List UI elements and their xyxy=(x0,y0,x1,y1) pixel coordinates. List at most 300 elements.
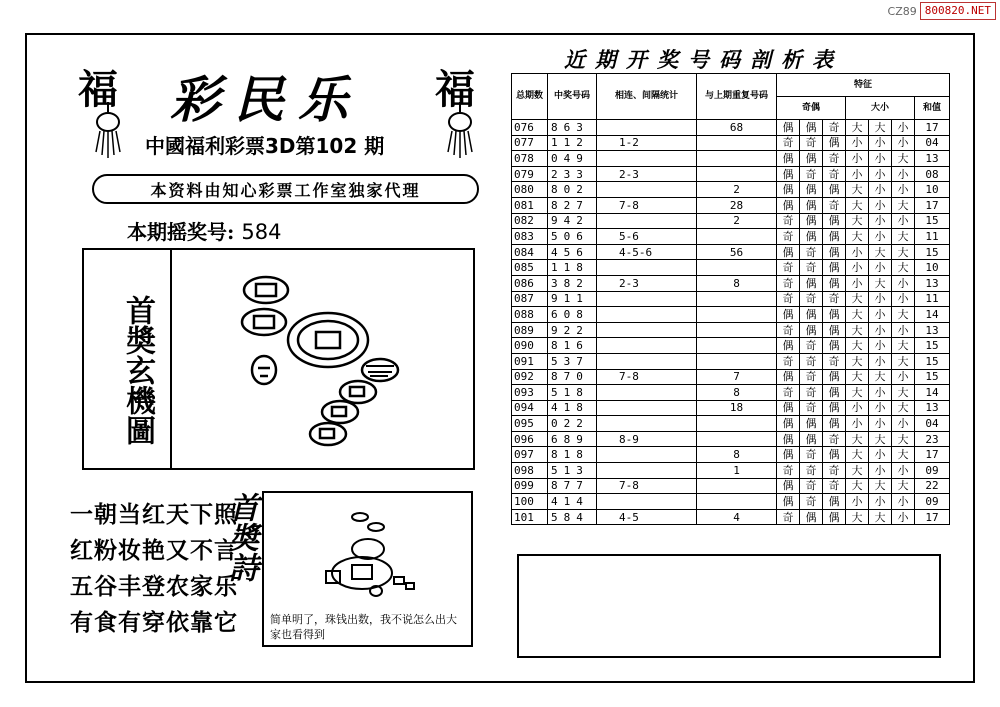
cell-repeat xyxy=(697,431,777,447)
brand-title: 彩民乐 xyxy=(170,70,362,129)
cell-number: 513 xyxy=(548,463,597,479)
cell-feature: 小 xyxy=(892,120,915,136)
cell-repeat xyxy=(697,260,777,276)
cell-feature: 偶 xyxy=(800,229,823,245)
cell-adjacent: 4-5 xyxy=(597,509,697,525)
cell-feature: 奇 xyxy=(800,244,823,260)
cell-feature: 奇 xyxy=(800,447,823,463)
cell-feature: 偶 xyxy=(777,166,800,182)
cell-feature: 大 xyxy=(846,353,869,369)
header-sum: 和值 xyxy=(915,97,950,120)
cell-adjacent: 8-9 xyxy=(597,431,697,447)
cell-issue: 083 xyxy=(512,229,548,245)
cell-feature: 小 xyxy=(869,135,892,151)
coin-puzzle-illustration xyxy=(230,270,410,455)
cell-sum: 15 xyxy=(915,213,950,229)
cell-feature: 奇 xyxy=(777,135,800,151)
xuanji-divider xyxy=(170,248,172,470)
cell-feature: 大 xyxy=(869,120,892,136)
cell-feature: 偶 xyxy=(800,120,823,136)
cell-feature: 小 xyxy=(846,151,869,167)
cell-feature: 偶 xyxy=(800,431,823,447)
cell-feature: 大 xyxy=(846,385,869,401)
cell-feature: 偶 xyxy=(823,244,846,260)
table-title: 近期开奖号码剖析表 xyxy=(564,47,843,72)
cell-feature: 奇 xyxy=(800,166,823,182)
cell-feature: 小 xyxy=(869,197,892,213)
cell-number: 818 xyxy=(548,447,597,463)
cell-number: 816 xyxy=(548,338,597,354)
cell-feature: 奇 xyxy=(777,229,800,245)
cell-sum: 17 xyxy=(915,197,950,213)
cell-sum: 17 xyxy=(915,120,950,136)
cell-repeat xyxy=(697,151,777,167)
cell-feature: 大 xyxy=(846,369,869,385)
cell-feature: 大 xyxy=(846,447,869,463)
cell-sum: 13 xyxy=(915,275,950,291)
cell-feature: 偶 xyxy=(777,338,800,354)
watermark-prefix: CZ89 xyxy=(887,4,917,18)
cell-feature: 大 xyxy=(846,197,869,213)
table-row xyxy=(512,307,950,323)
cell-issue: 087 xyxy=(512,291,548,307)
cell-number: 911 xyxy=(548,291,597,307)
history-table xyxy=(511,73,950,525)
cell-feature: 偶 xyxy=(800,509,823,525)
cell-feature: 奇 xyxy=(800,291,823,307)
cell-sum: 09 xyxy=(915,494,950,510)
cell-feature: 偶 xyxy=(823,229,846,245)
history-table-body xyxy=(512,120,950,525)
cell-adjacent xyxy=(597,322,697,338)
poem-line-2: 红粉妆艳又不言 xyxy=(70,538,238,564)
table-row xyxy=(512,478,950,494)
cell-feature: 偶 xyxy=(823,385,846,401)
cell-feature: 小 xyxy=(846,494,869,510)
cell-adjacent xyxy=(597,260,697,276)
cell-number: 233 xyxy=(548,166,597,182)
cell-issue: 089 xyxy=(512,322,548,338)
cell-feature: 奇 xyxy=(777,385,800,401)
cell-feature: 大 xyxy=(846,291,869,307)
table-row xyxy=(512,213,950,229)
cell-feature: 偶 xyxy=(823,447,846,463)
cell-repeat xyxy=(697,353,777,369)
table-row xyxy=(512,385,950,401)
cell-feature: 大 xyxy=(892,244,915,260)
cell-feature: 偶 xyxy=(800,275,823,291)
cell-adjacent: 7-8 xyxy=(597,369,697,385)
cell-feature: 小 xyxy=(869,400,892,416)
cell-sum: 14 xyxy=(915,385,950,401)
cell-feature: 小 xyxy=(869,229,892,245)
cell-adjacent: 5-6 xyxy=(597,229,697,245)
cell-feature: 偶 xyxy=(777,307,800,323)
cell-repeat xyxy=(697,494,777,510)
cell-feature: 偶 xyxy=(823,338,846,354)
issue-line: 中國福利彩票3D第102 期 xyxy=(145,134,385,158)
cell-feature: 偶 xyxy=(777,120,800,136)
cell-feature: 大 xyxy=(892,229,915,245)
table-row xyxy=(512,166,950,182)
cell-feature: 偶 xyxy=(777,416,800,432)
cell-repeat: 1 xyxy=(697,463,777,479)
table-row xyxy=(512,229,950,245)
cell-feature: 奇 xyxy=(800,385,823,401)
cell-adjacent xyxy=(597,151,697,167)
cell-feature: 偶 xyxy=(777,494,800,510)
cell-feature: 小 xyxy=(869,463,892,479)
cell-feature: 大 xyxy=(869,509,892,525)
cell-feature: 大 xyxy=(892,338,915,354)
header-odd-even: 奇偶 xyxy=(777,97,846,120)
table-row xyxy=(512,182,950,198)
cell-adjacent: 4-5-6 xyxy=(597,244,697,260)
cell-feature: 奇 xyxy=(777,353,800,369)
cell-feature: 小 xyxy=(892,509,915,525)
cell-feature: 偶 xyxy=(800,151,823,167)
xuanji-title: 首奬玄機圖 xyxy=(120,295,155,445)
cell-repeat: 2 xyxy=(697,213,777,229)
cell-feature: 小 xyxy=(869,353,892,369)
cell-feature: 奇 xyxy=(800,135,823,151)
cell-feature: 大 xyxy=(869,431,892,447)
notes-box xyxy=(517,554,941,658)
cell-sum: 10 xyxy=(915,182,950,198)
cell-feature: 小 xyxy=(892,275,915,291)
cell-adjacent xyxy=(597,307,697,323)
cell-issue: 084 xyxy=(512,244,548,260)
cell-feature: 小 xyxy=(892,322,915,338)
cell-repeat xyxy=(697,338,777,354)
table-row xyxy=(512,260,950,276)
cell-feature: 大 xyxy=(869,369,892,385)
cell-feature: 偶 xyxy=(823,213,846,229)
cell-adjacent: 1-2 xyxy=(597,135,697,151)
cell-feature: 偶 xyxy=(777,400,800,416)
cell-issue: 081 xyxy=(512,197,548,213)
cell-feature: 偶 xyxy=(800,213,823,229)
cell-issue: 101 xyxy=(512,509,548,525)
cell-feature: 奇 xyxy=(800,338,823,354)
cell-feature: 大 xyxy=(846,322,869,338)
cell-feature: 奇 xyxy=(800,478,823,494)
lantern-left-icon xyxy=(88,100,128,160)
cell-feature: 奇 xyxy=(777,463,800,479)
cell-feature: 大 xyxy=(892,431,915,447)
cell-feature: 偶 xyxy=(777,478,800,494)
cell-issue: 088 xyxy=(512,307,548,323)
cell-feature: 大 xyxy=(892,385,915,401)
cell-adjacent: 7-8 xyxy=(597,478,697,494)
cell-sum: 08 xyxy=(915,166,950,182)
cell-feature: 奇 xyxy=(823,166,846,182)
table-row xyxy=(512,322,950,338)
cell-feature: 大 xyxy=(846,120,869,136)
cell-issue: 077 xyxy=(512,135,548,151)
cell-feature: 小 xyxy=(892,463,915,479)
table-row xyxy=(512,369,950,385)
cell-repeat xyxy=(697,135,777,151)
cell-adjacent xyxy=(597,463,697,479)
cell-feature: 大 xyxy=(892,478,915,494)
table-row xyxy=(512,275,950,291)
cell-feature: 偶 xyxy=(823,307,846,323)
cell-feature: 奇 xyxy=(823,478,846,494)
cell-feature: 小 xyxy=(869,151,892,167)
cell-feature: 小 xyxy=(869,447,892,463)
cell-repeat xyxy=(697,416,777,432)
cell-feature: 偶 xyxy=(777,151,800,167)
table-row xyxy=(512,135,950,151)
cell-feature: 偶 xyxy=(823,275,846,291)
poem-line-3: 五谷丰登农家乐 xyxy=(70,574,238,600)
cell-feature: 偶 xyxy=(777,182,800,198)
cell-feature: 小 xyxy=(892,291,915,307)
cell-feature: 奇 xyxy=(823,353,846,369)
cell-feature: 大 xyxy=(846,213,869,229)
table-row xyxy=(512,447,950,463)
header-features: 特征 xyxy=(777,74,950,97)
table-row xyxy=(512,509,950,525)
cell-sum: 23 xyxy=(915,431,950,447)
cell-number: 418 xyxy=(548,400,597,416)
cell-feature: 偶 xyxy=(777,369,800,385)
cell-number: 506 xyxy=(548,229,597,245)
cell-number: 112 xyxy=(548,135,597,151)
cell-feature: 偶 xyxy=(777,244,800,260)
cell-number: 802 xyxy=(548,182,597,198)
header-repeat: 与上期重复号码 xyxy=(697,74,777,120)
cell-number: 118 xyxy=(548,260,597,276)
cell-feature: 偶 xyxy=(823,416,846,432)
cell-feature: 小 xyxy=(846,166,869,182)
cell-feature: 奇 xyxy=(777,260,800,276)
cell-feature: 偶 xyxy=(823,509,846,525)
cell-repeat: 56 xyxy=(697,244,777,260)
cell-feature: 偶 xyxy=(777,447,800,463)
cell-feature: 小 xyxy=(869,307,892,323)
cell-feature: 奇 xyxy=(777,213,800,229)
cell-sum: 15 xyxy=(915,338,950,354)
cell-number: 877 xyxy=(548,478,597,494)
cell-sum: 15 xyxy=(915,369,950,385)
table-row xyxy=(512,400,950,416)
cell-feature: 奇 xyxy=(777,322,800,338)
cell-feature: 大 xyxy=(869,478,892,494)
cell-feature: 偶 xyxy=(800,307,823,323)
cell-feature: 小 xyxy=(846,416,869,432)
cell-sum: 14 xyxy=(915,307,950,323)
cell-feature: 小 xyxy=(846,260,869,276)
cell-feature: 奇 xyxy=(823,291,846,307)
cell-repeat: 8 xyxy=(697,447,777,463)
cell-number: 382 xyxy=(548,275,597,291)
cell-issue: 091 xyxy=(512,353,548,369)
cell-issue: 100 xyxy=(512,494,548,510)
cell-number: 049 xyxy=(548,151,597,167)
cell-feature: 奇 xyxy=(800,353,823,369)
cell-number: 456 xyxy=(548,244,597,260)
cell-issue: 096 xyxy=(512,431,548,447)
cell-feature: 小 xyxy=(892,369,915,385)
table-row xyxy=(512,463,950,479)
table-row xyxy=(512,338,950,354)
header-big-small: 大小 xyxy=(846,97,915,120)
cell-adjacent xyxy=(597,120,697,136)
cell-issue: 080 xyxy=(512,182,548,198)
cell-feature: 偶 xyxy=(777,431,800,447)
drawn-number: 584 xyxy=(241,220,282,244)
cell-feature: 大 xyxy=(846,509,869,525)
cell-sum: 04 xyxy=(915,416,950,432)
cell-issue: 079 xyxy=(512,166,548,182)
cell-adjacent xyxy=(597,400,697,416)
cell-feature: 大 xyxy=(869,275,892,291)
cell-repeat: 7 xyxy=(697,369,777,385)
cell-feature: 小 xyxy=(869,213,892,229)
cell-adjacent: 7-8 xyxy=(597,197,697,213)
cell-feature: 大 xyxy=(892,353,915,369)
cell-feature: 小 xyxy=(846,275,869,291)
table-row xyxy=(512,244,950,260)
cell-feature: 小 xyxy=(869,291,892,307)
cell-adjacent: 2-3 xyxy=(597,275,697,291)
cell-adjacent xyxy=(597,385,697,401)
cell-feature: 大 xyxy=(846,478,869,494)
table-row xyxy=(512,120,950,136)
cell-sum: 11 xyxy=(915,291,950,307)
cell-issue: 097 xyxy=(512,447,548,463)
cell-feature: 大 xyxy=(846,182,869,198)
cell-repeat xyxy=(697,291,777,307)
cell-feature: 小 xyxy=(869,260,892,276)
cell-adjacent xyxy=(597,353,697,369)
cell-feature: 大 xyxy=(892,151,915,167)
table-row xyxy=(512,416,950,432)
cell-issue: 086 xyxy=(512,275,548,291)
cell-repeat: 4 xyxy=(697,509,777,525)
cell-feature: 小 xyxy=(892,213,915,229)
table-row xyxy=(512,291,950,307)
fu-left-character: 福 xyxy=(78,66,118,113)
drawn-number-line xyxy=(127,216,281,245)
table-row xyxy=(512,197,950,213)
cell-issue: 098 xyxy=(512,463,548,479)
lantern-right-icon xyxy=(440,100,480,160)
cell-feature: 大 xyxy=(892,400,915,416)
agency-banner: 本资料由知心彩票工作室独家代理 xyxy=(92,174,479,204)
cell-feature: 大 xyxy=(846,229,869,245)
poem-caption: 简单明了，珠钱出数，我不说怎么出大家也看得到 xyxy=(270,613,457,641)
cell-feature: 小 xyxy=(892,166,915,182)
poem-title: 首奬詩 xyxy=(223,492,258,582)
header-number: 中奖号码 xyxy=(548,74,597,120)
cell-number: 942 xyxy=(548,213,597,229)
cell-issue: 092 xyxy=(512,369,548,385)
cell-adjacent xyxy=(597,213,697,229)
table-row xyxy=(512,431,950,447)
header-issue: 总期数 xyxy=(512,74,548,120)
cell-feature: 奇 xyxy=(823,431,846,447)
coin-sketch-illustration xyxy=(310,505,430,605)
cell-feature: 奇 xyxy=(800,463,823,479)
cell-feature: 偶 xyxy=(800,182,823,198)
cell-issue: 094 xyxy=(512,400,548,416)
cell-feature: 小 xyxy=(869,416,892,432)
cell-sum: 13 xyxy=(915,322,950,338)
cell-feature: 小 xyxy=(869,494,892,510)
cell-feature: 奇 xyxy=(823,120,846,136)
cell-sum: 11 xyxy=(915,229,950,245)
cell-feature: 大 xyxy=(892,197,915,213)
watermark-site: 800820.NET xyxy=(920,2,996,20)
cell-sum: 10 xyxy=(915,260,950,276)
cell-feature: 奇 xyxy=(800,260,823,276)
header-adjacent: 相连、间隔统计 xyxy=(597,74,697,120)
cell-issue: 078 xyxy=(512,151,548,167)
cell-feature: 奇 xyxy=(823,463,846,479)
cell-feature: 奇 xyxy=(777,291,800,307)
cell-issue: 090 xyxy=(512,338,548,354)
cell-adjacent xyxy=(597,338,697,354)
cell-feature: 奇 xyxy=(800,400,823,416)
cell-feature: 偶 xyxy=(823,260,846,276)
cell-number: 827 xyxy=(548,197,597,213)
cell-feature: 大 xyxy=(846,307,869,323)
cell-sum: 13 xyxy=(915,400,950,416)
cell-feature: 小 xyxy=(869,385,892,401)
cell-feature: 小 xyxy=(846,400,869,416)
table-row xyxy=(512,353,950,369)
drawn-label: 本期摇奖号: xyxy=(127,220,235,244)
cell-feature: 大 xyxy=(846,431,869,447)
cell-feature: 大 xyxy=(846,463,869,479)
cell-feature: 奇 xyxy=(823,197,846,213)
cell-issue: 099 xyxy=(512,478,548,494)
poem-line-1: 一朝当红天下照 xyxy=(70,502,238,528)
cell-feature: 偶 xyxy=(800,322,823,338)
cell-issue: 082 xyxy=(512,213,548,229)
cell-feature: 奇 xyxy=(800,369,823,385)
cell-number: 584 xyxy=(548,509,597,525)
cell-repeat: 18 xyxy=(697,400,777,416)
cell-sum: 04 xyxy=(915,135,950,151)
cell-number: 922 xyxy=(548,322,597,338)
cell-sum: 17 xyxy=(915,509,950,525)
cell-number: 870 xyxy=(548,369,597,385)
cell-feature: 偶 xyxy=(823,322,846,338)
cell-repeat xyxy=(697,307,777,323)
cell-repeat: 8 xyxy=(697,385,777,401)
cell-adjacent: 2-3 xyxy=(597,166,697,182)
site-watermark xyxy=(888,2,996,20)
poem-line-4: 有食有穿依靠它 xyxy=(70,610,238,636)
cell-feature: 大 xyxy=(846,338,869,354)
cell-feature: 大 xyxy=(892,447,915,463)
cell-repeat: 68 xyxy=(697,120,777,136)
cell-feature: 奇 xyxy=(823,151,846,167)
cell-number: 414 xyxy=(548,494,597,510)
cell-feature: 大 xyxy=(892,307,915,323)
cell-adjacent xyxy=(597,447,697,463)
cell-number: 022 xyxy=(548,416,597,432)
table-row xyxy=(512,494,950,510)
cell-repeat xyxy=(697,478,777,494)
cell-feature: 小 xyxy=(846,135,869,151)
cell-feature: 小 xyxy=(869,338,892,354)
cell-repeat xyxy=(697,166,777,182)
